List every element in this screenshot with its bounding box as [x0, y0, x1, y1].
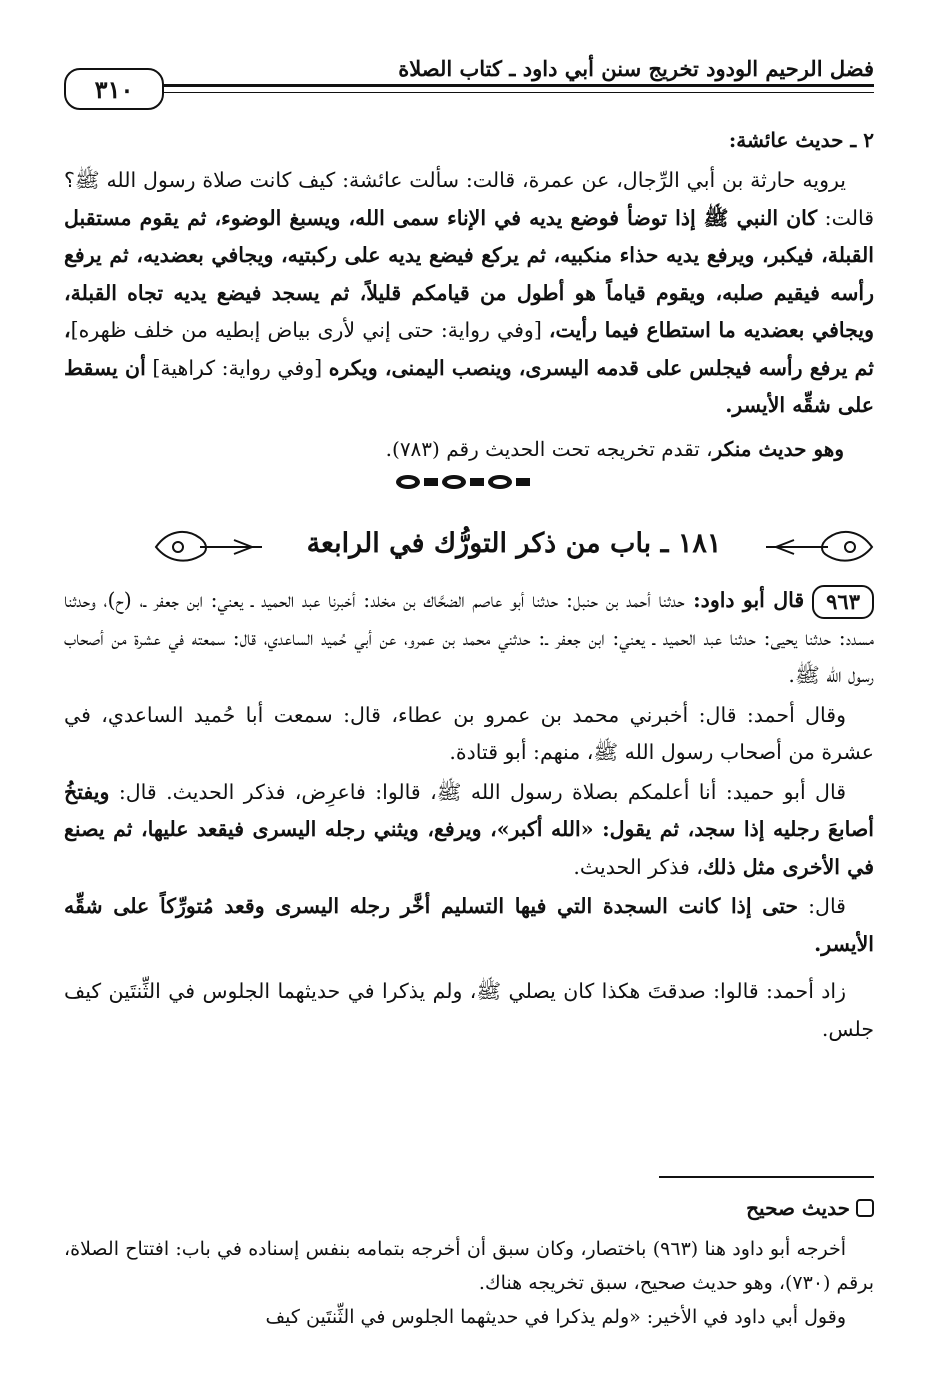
isnad-text: حدثنا أحمد بن حنبل: حدثنا أبو عاصم الضحَّاك بن مخلد: أخبرنا عبد الحميد ـ يعني: ابن جعفر ـ، (ح)، وحدثنا مسدد: حدثنا يحيى: حدثنا عبد الحميد ـ يعني: ابن جعفر ـ: حدثني محمد بن عمرو، عن أبي حُميد الساعدي، قال: سمعته في عشرة من أصحاب رسول الله ﷺ.	[64, 588, 874, 687]
hadith-963-isnad	[64, 582, 874, 695]
section-heading: ٢ ـ حديث عائشة:	[728, 128, 874, 152]
chapter-ornament-left-icon	[154, 524, 264, 570]
hadith-963-para2: وقال أحمد: قال: أخبرني محمد بن عمرو بن عطاء، قال: سمعت أبا حُميد الساعدي، في عشرة من أصحاب رسول الله ﷺ، منهم: أبو قتادة.	[64, 702, 874, 764]
header-rule	[64, 84, 874, 87]
page-number: ٣١٠	[64, 68, 164, 110]
footnote-heading	[746, 1196, 874, 1220]
hadith-aisha-text	[64, 162, 874, 425]
section-divider-ornament	[394, 472, 534, 492]
footnote-heading-text: حديث صحيح	[746, 1196, 850, 1220]
para4-matn: حتى إذا كانت السجدة التي فيها التسليم أخَّر رجله اليسرى وقعد مُتورِّكاً على شقِّه الأيسر.	[64, 894, 874, 956]
verdict-label: وهو حديث منكر	[712, 437, 844, 461]
variant-narration-2: [وفي رواية: كراهية]	[145, 355, 329, 380]
footnote-separator	[659, 1176, 874, 1178]
para3-matn: ويفتخُ أصابعَ رجليه إذا سجد، ثم يقول: «الله أكبر»، ويرفع، ويثني رجله اليسرى فيقعد عليها، ثم يصنع في الأخرى مثل ذلك	[64, 779, 874, 879]
bullet-ornament-icon	[856, 1199, 874, 1217]
narrator-lead: قال أبو داود:	[684, 588, 805, 612]
hadith-963-block	[64, 582, 874, 1050]
chapter-title: ١٨١ ـ باب من ذكر التورُّك في الرابعة	[306, 528, 722, 559]
verdict-note: ، تقدم تخريجه تحت الحديث رقم (٧٨٣).	[385, 437, 713, 461]
footnote-line1: أخرجه أبو داود هنا (٩٦٣) باختصار، وكان سبق أن أخرجه بتمامه بنفس إسناده في باب: افتتاح الصلاة، برقم (٧٣٠)، وهو حديث صحيح، سبق تخريجه هناك.	[64, 1238, 874, 1294]
hadith-matn: كان النبي ﷺ إذا توضأ فوضع يديه في الإناء سمى الله، ويسبغ الوضوء، ثم يقوم مستقبل القبلة، فيكبر، ويرفع يديه حذاء منكبيه، ثم يركع فيضع يديه على ركبتيه، ويجافي بعضديه، ثم يرفع رأسه فيقيم صلبه، ويقوم قياماً هو أطول من قيامكم قليلاً، ثم يسجد فيضع يديه تجاه القبلة، ويجافي بعضديه ما استطاع فيما رأيت،	[64, 205, 875, 342]
hadith-963-para4	[64, 888, 874, 963]
para3-intro: قال أبو حميد: أنا أعلمكم بصلاة رسول الله ﷺ، قالوا: فاعرِض، فذكر الحديث. قال:	[109, 779, 846, 804]
header-rule-thin	[64, 92, 874, 93]
hadith-963-para5: زاد أحمد: قالوا: صدقتَ هكذا كان يصلي ﷺ، ولم يذكرا في حديثهما الجلوس في الثِّنتَين كيف جلس.	[64, 979, 874, 1041]
variant-narration: [وفي رواية: حتى إني لأرى بياض إبطيه من خلف ظهره]	[70, 318, 549, 342]
hadith-aisha-block	[64, 162, 874, 425]
hadith-number-badge: ٩٦٣	[812, 585, 874, 619]
para3-end: ، فذكر الحديث.	[573, 854, 703, 879]
running-header	[64, 46, 874, 102]
chapter-heading	[154, 516, 874, 578]
chapter-ornament-right-icon	[764, 524, 874, 570]
para4-intro: قال:	[798, 894, 846, 918]
hadith-verdict	[64, 434, 844, 464]
footnote-line2: وقول أبي داود في الأخير: «ولم يذكرا في حديثهما الجلوس في الثِّنتَين كيف	[265, 1306, 846, 1328]
hadith-matn-cont: ، ثم يرفع رأسه فيجلس على قدمه اليسرى، وينصب اليمنى، ويكره	[64, 318, 874, 380]
hadith-963-para3	[64, 774, 874, 887]
narration-chain: يرويه حارثة بن أبي الرِّجال، عن عمرة، قالت: سألت عائشة: كيف كانت صلاة رسول الله ﷺ؟ قالت:	[64, 168, 874, 230]
header-title: فضل الرحيم الودود تخريج سنن أبي داود ـ كتاب الصلاة	[398, 56, 874, 81]
footnote-block	[64, 1232, 874, 1334]
book-page	[64, 0, 874, 1398]
hadith-matn-end: أن يسقط على شقِّه الأيسر.	[64, 355, 874, 417]
